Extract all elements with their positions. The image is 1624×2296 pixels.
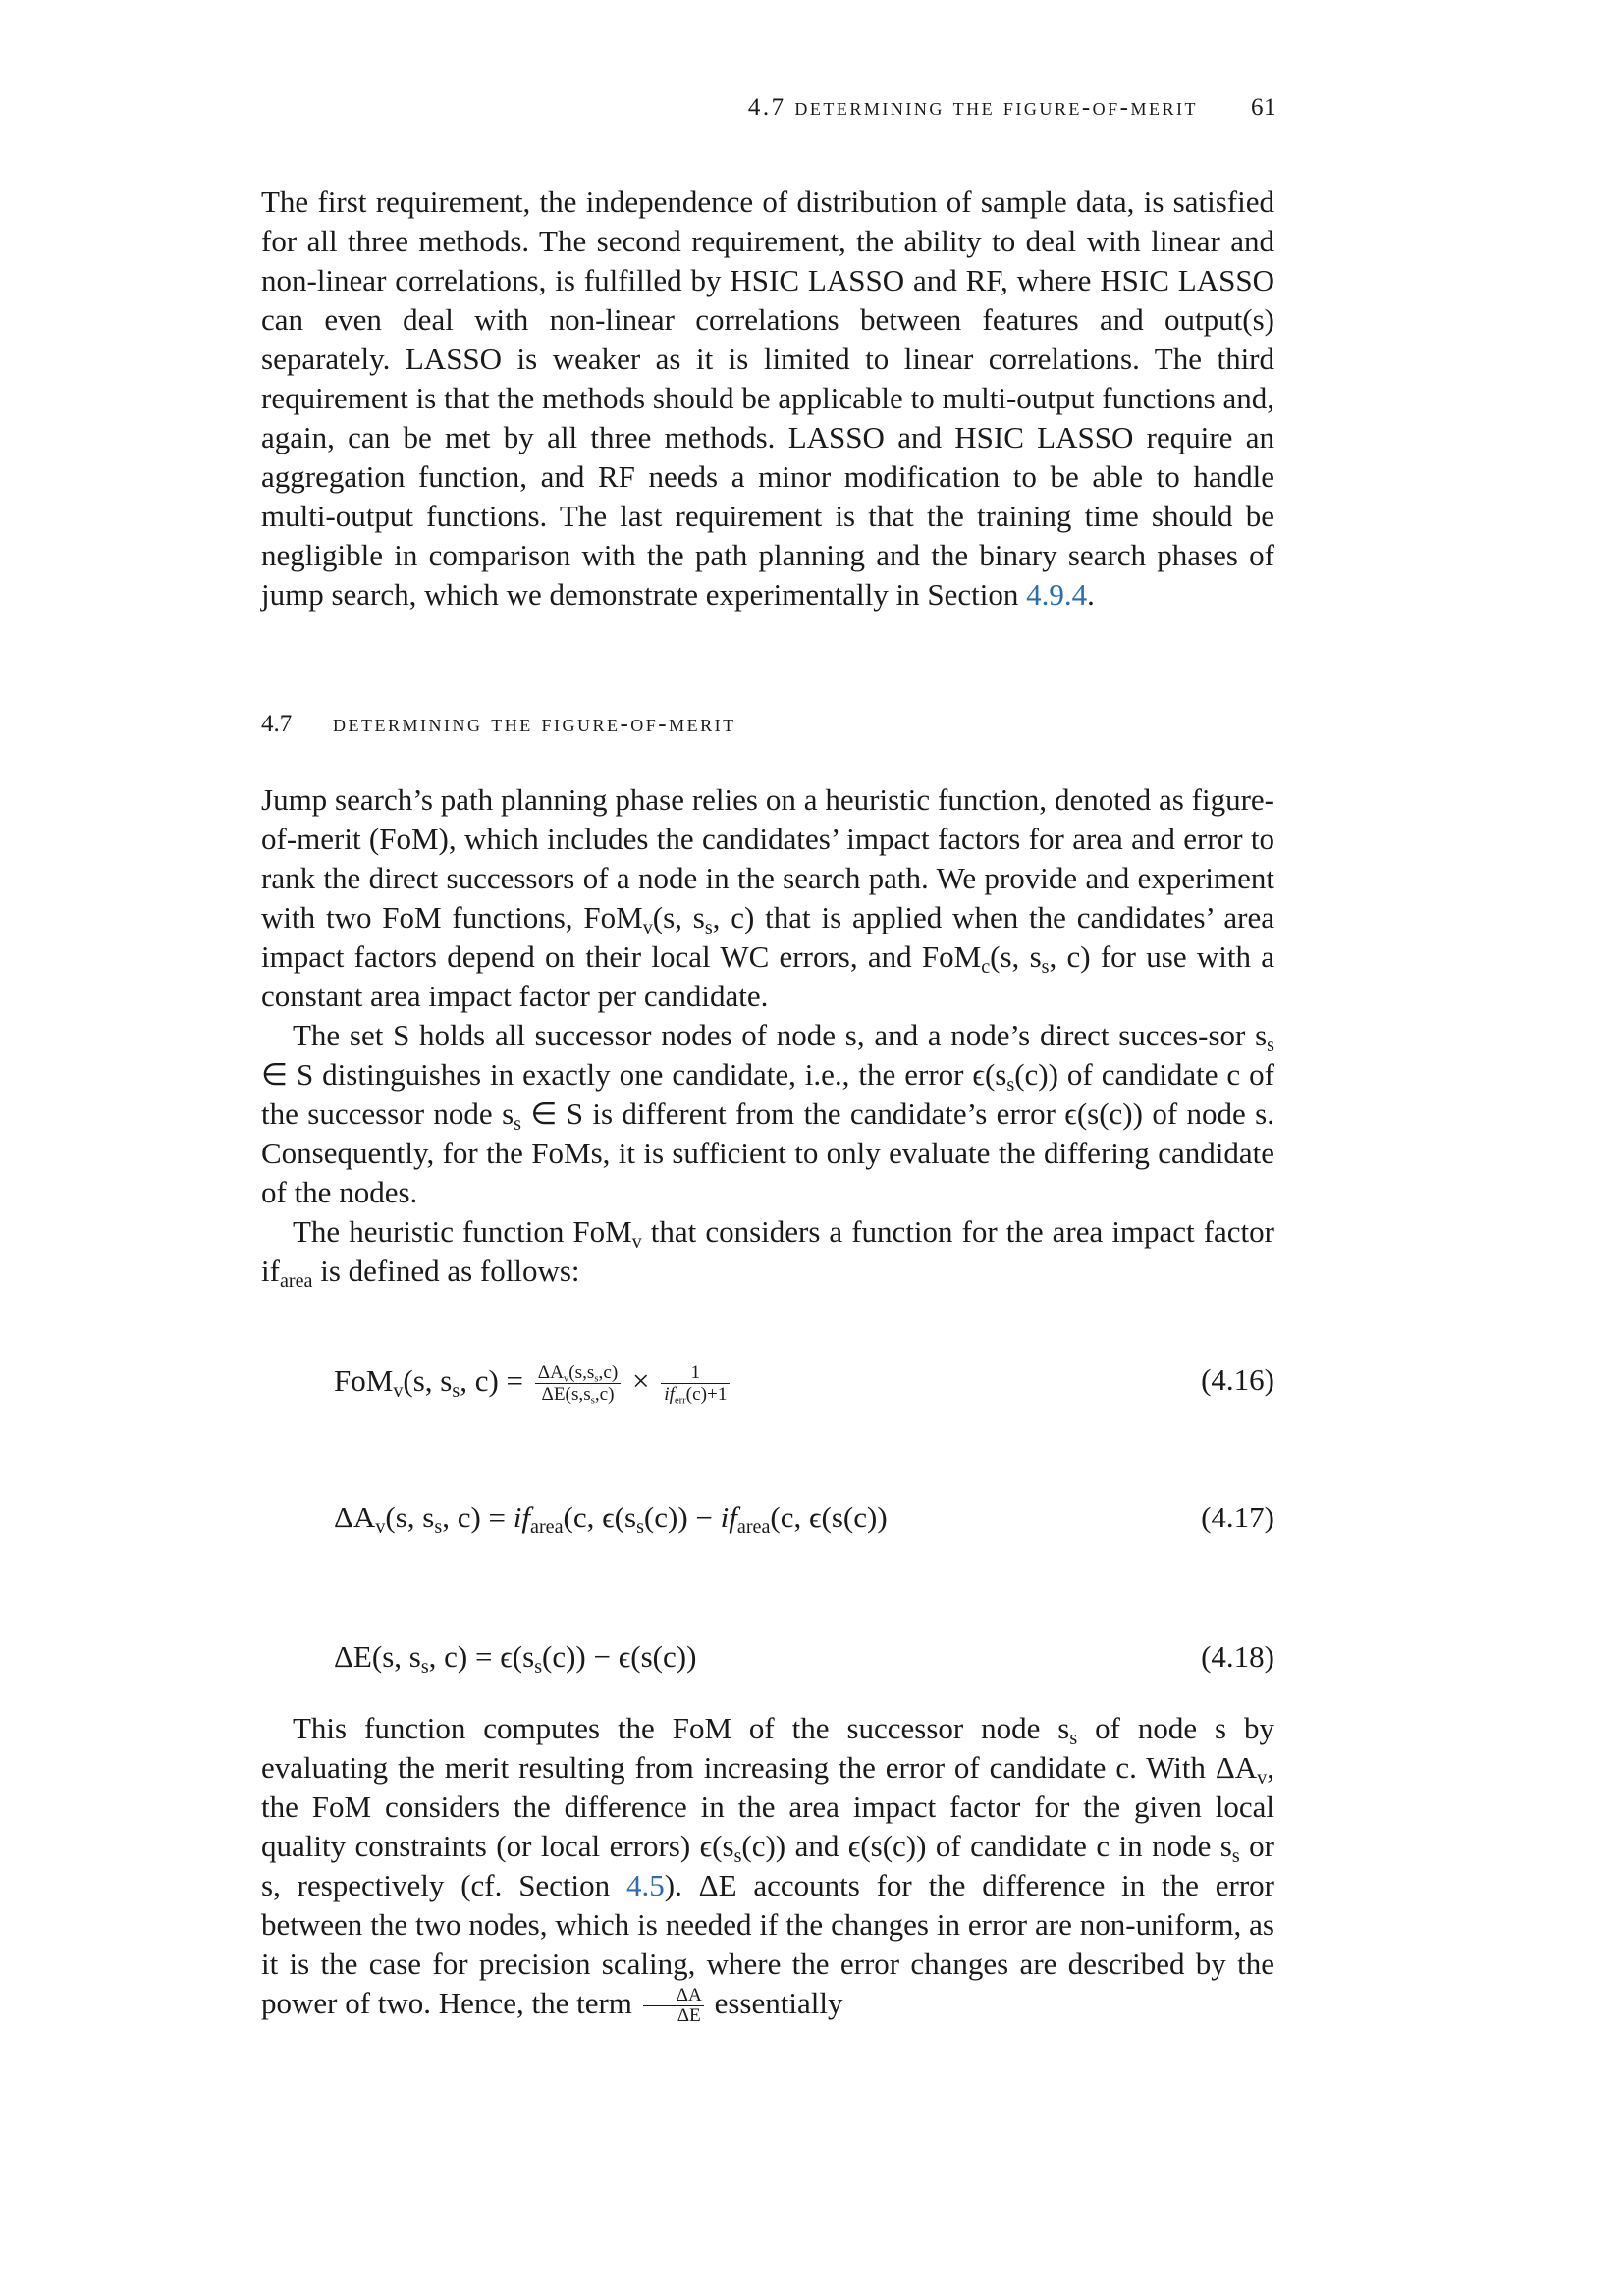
equation-body: $\Delta A_v(s$, $s_s$, $c) = if_{area}(c$, $\epsilon(s_s(c)) - if_{area}(c$, ϵ(s(c)) xyxy=(334,1500,888,1539)
section-link-4-9-4[interactable]: 4.9.4 xyxy=(1026,577,1088,612)
page-number: 61 xyxy=(1251,94,1276,121)
paragraph-heuristic: The heuristic function FoM$_v$ that considers a function for the area impact factor $if_{area}$ is defined as follows: xyxy=(261,1214,1274,1293)
fraction-impact-err: $\frac{1}{\text{iferr(c)+1}}$ xyxy=(661,1362,730,1405)
section-title: determining the figure-of-merit xyxy=(333,711,736,737)
equation-body: ΔE(s, $s_s$, $c) = \epsilon(s_s(c)) - \epsilon(s(c))$ xyxy=(334,1639,697,1679)
text: that is applied when the candidates’ area impact factors depend on their local WC errors, and xyxy=(261,900,1275,974)
section-heading xyxy=(261,711,1276,738)
equation-number: (4.18) xyxy=(1201,1639,1274,1674)
paragraph-requirements xyxy=(261,183,1274,614)
text: Jump search’s path planning phase relies on a heuristic function, denoted as figure-of-merit (FoM), which includes the candidates’ impact factors for area and error to rank the direct successors of a node in the search path. We provide and experiment with two FoM functions, xyxy=(261,782,1274,934)
equation-4-18 xyxy=(334,1639,1274,1698)
text: for use with a constant area impact factor per candidate. xyxy=(261,939,1275,1013)
fraction-area-error: $\frac{\text{ΔAv(s,ss,c)}}{\Delta E(s,ss,c)}$ xyxy=(535,1362,622,1405)
paragraph-text-end: . xyxy=(1087,577,1095,612)
equation-number: (4.17) xyxy=(1201,1500,1274,1534)
equation-body: FoM$_v$(s, $s_s$, c) = $\frac{\text{ΔAv(s,ss,c)}}{\Delta E(s,ss,c)}$ × $\frac{1}{\text{iferr(c)+1}}$ xyxy=(334,1362,733,1405)
math-fomv: FoM$_v$(s, $s_s$, c) xyxy=(583,900,755,939)
section-number: 4.7 xyxy=(261,711,293,737)
paragraph-fom-intro xyxy=(261,780,1274,1016)
running-head-title: 4.7 determining the figure-of-merit xyxy=(747,94,1198,121)
equation-number: (4.16) xyxy=(1201,1362,1274,1397)
section-link-4-5[interactable]: 4.5 xyxy=(626,1868,665,1902)
equation-4-17 xyxy=(334,1500,1274,1559)
equation-4-16 xyxy=(334,1362,1274,1421)
section-body xyxy=(261,780,1274,1291)
paragraph-fom-explanation: This function computes the FoM of the successor node $s_s$ of node s by evaluating the merit resulting from increasing the error of candidate c. With $\Delta A_v$, the FoM considers the difference in the area impact factor for the given local quality constraints (or local errors) $\epsilon(s_s(c))$ and ϵ(s(c)) of candidate c in node $s_s$ or s, respectively (cf. Section 4.5). ΔE accounts for the difference in the error between the two nodes, which is needed if the changes in error are non-uniform, as it is the case for precision scaling, where the error changes are described by the power of two. Hence, the term $\frac{\Delta A}{\Delta E}$ essentially xyxy=(261,1711,1274,2027)
fraction-inline-dA-dE: $\frac{\Delta A}{\Delta E}$ xyxy=(643,1986,704,2026)
paragraph-text: The first requirement, the independence of distribution of sample data, is satisfied for all three methods. The second requirement, the ability to deal with linear and non-linear correlations, is fulfilled by HSIC LASSO and RF, where HSIC LASSO can even deal with non-linear correlations between features and output(s) separately. LASSO is weaker as it is limited to linear correlations. The third requirement is that the methods should be applicable to multi-output functions and, again, can be met by all three methods. LASSO and HSIC LASSO require an aggregation function, and RF needs a minor modification to be able to handle multi-output functions. The last requirement is that the training time should be negligible in comparison with the path planning and the binary search phases of jump search, which we demonstrate experimentally in Section xyxy=(261,185,1274,612)
math-fomc: FoM$_c$(s, $s_s$, c) xyxy=(921,939,1091,979)
paragraph-successor-set: The set S holds all successor nodes of node s, and a node’s direct succes-sor $s_s$ ∈ S distinguishes in exactly one candidate, i.e., the error $\epsilon(s_s(c))$ of candidate c of the successor node $s_s$ ∈ S is different from the candidate’s error ϵ(s(c)) of node s. Consequently, for the FoMs, it is sufficient to only evaluate the differing candidate of the nodes. xyxy=(261,1018,1274,1209)
